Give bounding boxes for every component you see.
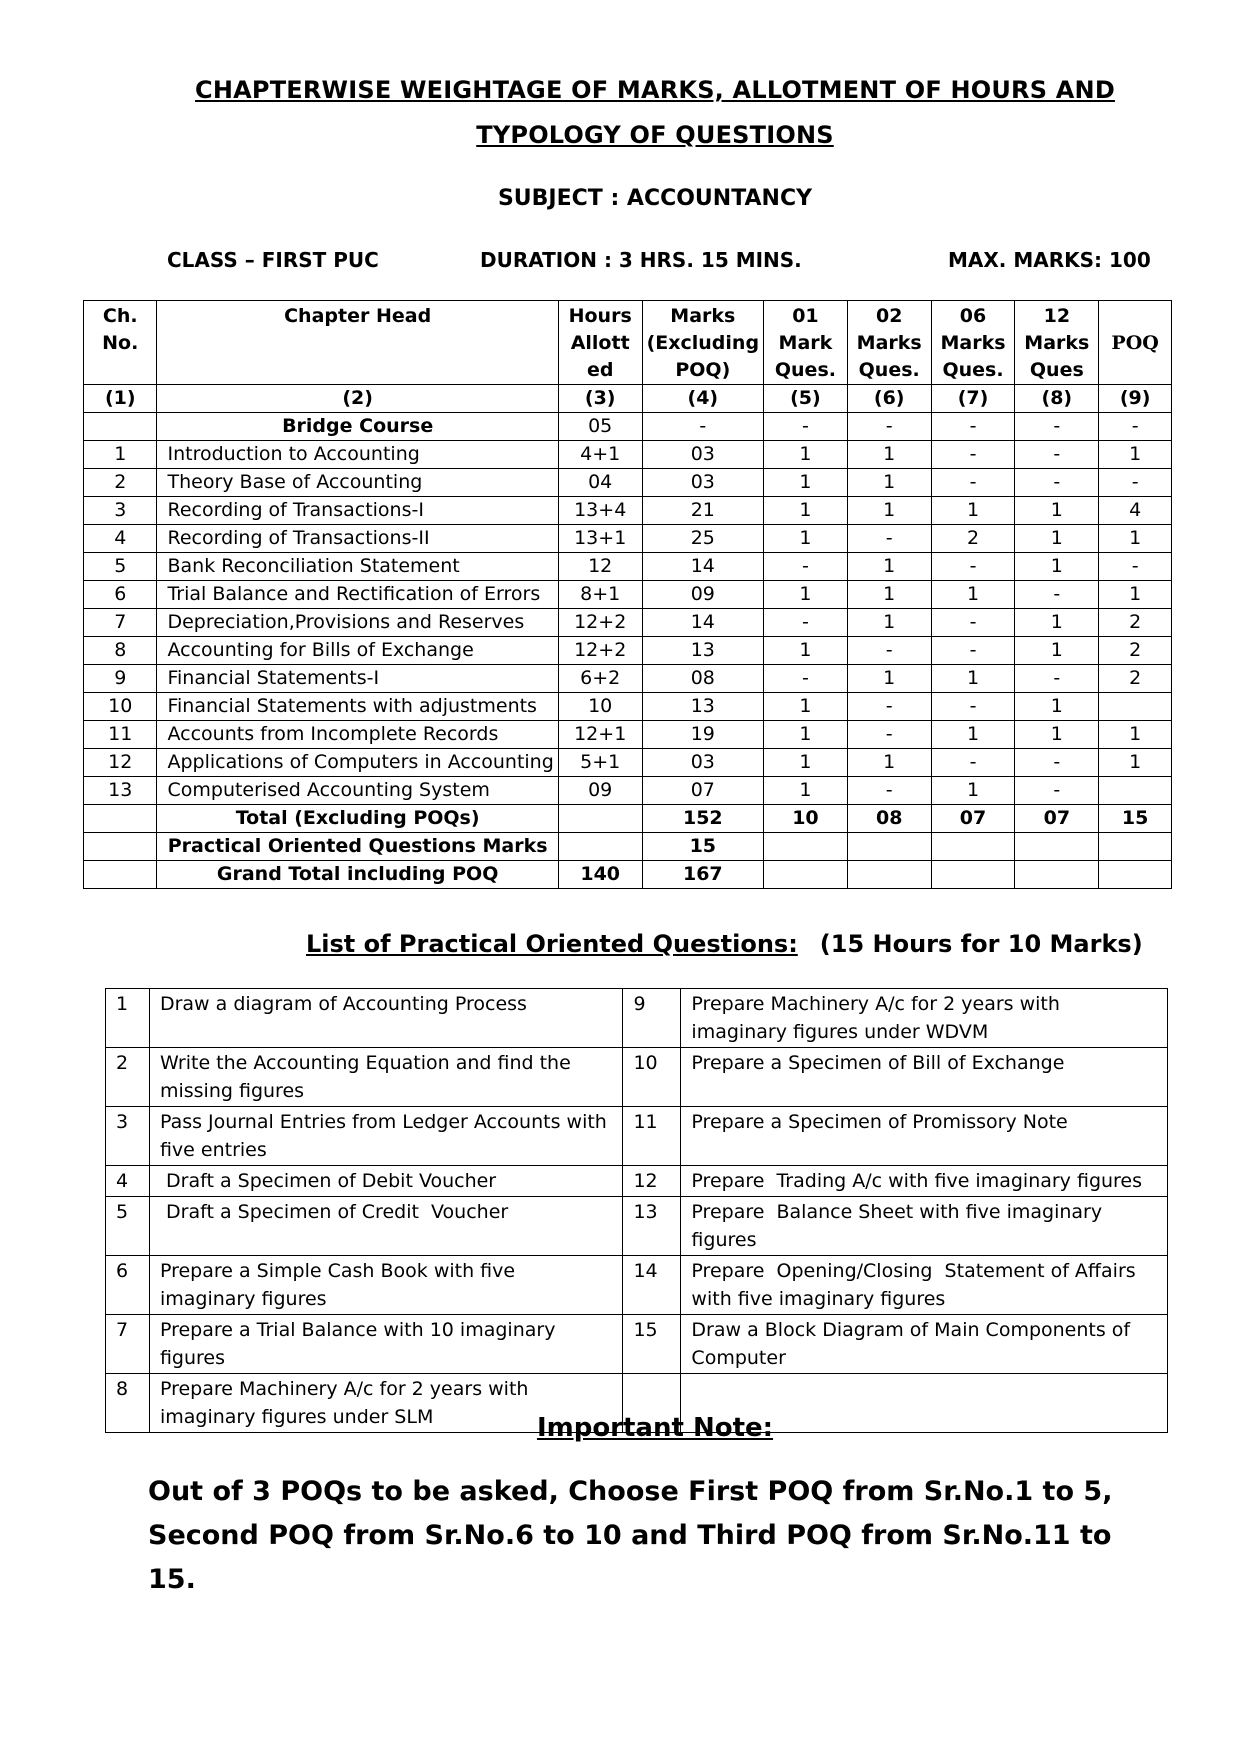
poq-text-right: Prepare a Specimen of Promissory Note <box>681 1107 1168 1166</box>
weightage-header-row <box>84 301 1172 385</box>
value-cell-q1: 1 <box>764 637 848 665</box>
value-cell-q1: 1 <box>764 497 848 525</box>
poq-text-left: Prepare a Trial Balance with 10 imaginary figures <box>149 1315 622 1374</box>
value-cell-q6: 1 <box>931 777 1015 805</box>
poq-text-right: Prepare Opening/Closing Statement of Affairs with five imaginary figures <box>681 1256 1168 1315</box>
chapter-head-cell: Computerised Accounting System <box>157 777 558 805</box>
value-cell-q2: - <box>847 777 931 805</box>
value-cell-marks: - <box>642 413 763 441</box>
poq-text-right: Prepare Balance Sheet with five imaginary figures <box>681 1197 1168 1256</box>
weightage-header-cell <box>931 301 1015 385</box>
value-cell-q12: 1 <box>1015 693 1099 721</box>
weightage-header-cell <box>847 301 931 385</box>
value-cell-poq: 2 <box>1099 609 1172 637</box>
table-row <box>84 777 1172 805</box>
total-value-cell-hours <box>558 833 642 861</box>
table-row <box>84 497 1172 525</box>
poq-number-left: 4 <box>106 1166 150 1197</box>
column-number-cell: (6) <box>847 385 931 413</box>
total-value-cell-q6 <box>931 833 1015 861</box>
chapter-number-cell: 11 <box>84 721 157 749</box>
value-cell-marks: 13 <box>642 693 763 721</box>
poq-text-left: Prepare Machinery A/c for 2 years with imaginary figures under SLM <box>149 1374 622 1433</box>
value-cell-hours: 12+2 <box>558 609 642 637</box>
chapter-head-cell: Depreciation,Provisions and Reserves <box>157 609 558 637</box>
value-cell-q12: 1 <box>1015 721 1099 749</box>
chapter-number-cell <box>84 413 157 441</box>
chapter-number-cell: 5 <box>84 553 157 581</box>
value-cell-q6: - <box>931 637 1015 665</box>
poq-number-left: 6 <box>106 1256 150 1315</box>
value-cell-marks: 03 <box>642 749 763 777</box>
value-cell-q12: - <box>1015 413 1099 441</box>
total-value-cell-q6 <box>931 861 1015 889</box>
chapter-number-cell: 12 <box>84 749 157 777</box>
value-cell-marks: 07 <box>642 777 763 805</box>
value-cell-q1: 1 <box>764 721 848 749</box>
value-cell-q6: - <box>931 749 1015 777</box>
header-text: POQ <box>1111 332 1159 354</box>
total-value-cell-hours <box>558 805 642 833</box>
chapter-head-cell: Recording of Transactions-I <box>157 497 558 525</box>
poq-text-left: Draw a diagram of Accounting Process <box>149 989 622 1048</box>
duration-label: DURATION : 3 HRS. 15 MINS. <box>480 248 802 272</box>
table-row <box>84 721 1172 749</box>
header-text: 06 <box>959 305 987 327</box>
poq-text-right: Prepare a Specimen of Bill of Exchange <box>681 1048 1168 1107</box>
value-cell-marks: 21 <box>642 497 763 525</box>
value-cell-poq: - <box>1099 413 1172 441</box>
header-text: ed <box>586 359 614 381</box>
weightage-header-cell <box>84 301 157 385</box>
poq-number-right: 10 <box>623 1048 681 1107</box>
page-title-line-2: TYPOLOGY OF QUESTIONS <box>476 121 834 149</box>
value-cell-q12: - <box>1015 581 1099 609</box>
value-cell-hours: 6+2 <box>558 665 642 693</box>
chapter-head-cell: Financial Statements-I <box>157 665 558 693</box>
table-row <box>84 413 1172 441</box>
value-cell-q2: - <box>847 525 931 553</box>
value-cell-q6: 1 <box>931 497 1015 525</box>
chapter-head-cell: Theory Base of Accounting <box>157 469 558 497</box>
value-cell-q6: - <box>931 413 1015 441</box>
column-number-cell: (2) <box>157 385 558 413</box>
weightage-header-cell <box>558 301 642 385</box>
poq-text-left: Write the Accounting Equation and find the missing figures <box>149 1048 622 1107</box>
note-body: Out of 3 POQs to be asked, Choose First POQ from Sr.No.1 to 5, Second POQ from Sr.No.6 to 10 and Third POQ from Sr.No.11 to 15. <box>148 1476 1113 1595</box>
column-number-cell: (4) <box>642 385 763 413</box>
poq-number-left: 1 <box>106 989 150 1048</box>
value-cell-hours: 10 <box>558 693 642 721</box>
poq-number-right: 15 <box>623 1315 681 1374</box>
total-label-cell: Practical Oriented Questions Marks <box>157 833 558 861</box>
header-text: 12 <box>1043 305 1071 327</box>
total-value-cell-q12: 07 <box>1015 805 1099 833</box>
value-cell-q2: - <box>847 721 931 749</box>
page-title-line-1: CHAPTERWISE WEIGHTAGE OF MARKS, ALLOTMENT OF HOURS AND <box>195 76 1115 104</box>
poq-row <box>106 1166 1168 1197</box>
value-cell-marks: 09 <box>642 581 763 609</box>
value-cell-q6: 1 <box>931 581 1015 609</box>
poq-list-body <box>106 989 1168 1433</box>
header-text: 02 <box>875 305 903 327</box>
total-value-cell-q1: 10 <box>764 805 848 833</box>
poq-row <box>106 1107 1168 1166</box>
chapter-number-cell: 8 <box>84 637 157 665</box>
weightage-body <box>84 385 1172 889</box>
column-number-cell: (1) <box>84 385 157 413</box>
poq-number-left: 5 <box>106 1197 150 1256</box>
column-number-cell: (3) <box>558 385 642 413</box>
value-cell-hours: 4+1 <box>558 441 642 469</box>
value-cell-poq: 1 <box>1099 749 1172 777</box>
value-cell-q1: - <box>764 413 848 441</box>
value-cell-q12: 1 <box>1015 553 1099 581</box>
header-text: No. <box>102 332 139 354</box>
total-value-cell-q12 <box>1015 833 1099 861</box>
value-cell-q2: 1 <box>847 553 931 581</box>
value-cell-marks: 13 <box>642 637 763 665</box>
poq-text-right: Prepare Trading A/c with five imaginary figures <box>681 1166 1168 1197</box>
value-cell-q2: 1 <box>847 469 931 497</box>
value-cell-marks: 19 <box>642 721 763 749</box>
poq-number-right: 12 <box>623 1166 681 1197</box>
weightage-table <box>83 300 1172 889</box>
header-text: Allott <box>570 332 630 354</box>
poq-number-right: 13 <box>623 1197 681 1256</box>
column-number-row <box>84 385 1172 413</box>
value-cell-q12: - <box>1015 441 1099 469</box>
value-cell-marks: 03 <box>642 469 763 497</box>
table-row <box>84 665 1172 693</box>
value-cell-q6: - <box>931 469 1015 497</box>
value-cell-q1: - <box>764 665 848 693</box>
value-cell-poq <box>1099 693 1172 721</box>
chapter-head-cell: Bank Reconciliation Statement <box>157 553 558 581</box>
total-value-cell-poq <box>1099 833 1172 861</box>
total-label-cell: Grand Total including POQ <box>157 861 558 889</box>
value-cell-hours: 12+2 <box>558 637 642 665</box>
value-cell-q2: - <box>847 693 931 721</box>
note-heading: Important Note: <box>536 1413 774 1443</box>
value-cell-q6: - <box>931 693 1015 721</box>
poq-text-right: Draw a Block Diagram of Main Components of Computer <box>681 1315 1168 1374</box>
empty-cell <box>84 805 157 833</box>
table-row <box>84 525 1172 553</box>
header-text: Marks <box>1024 332 1090 354</box>
value-cell-q2: - <box>847 637 931 665</box>
header-text: Ques. <box>942 359 1004 381</box>
poq-text-left: Draft a Specimen of Credit Voucher <box>149 1197 622 1256</box>
header-text: Marks <box>940 332 1006 354</box>
value-cell-q6: 1 <box>931 721 1015 749</box>
class-label: CLASS – FIRST PUC <box>167 248 379 272</box>
chapter-number-cell: 2 <box>84 469 157 497</box>
header-text: Marks <box>856 332 922 354</box>
value-cell-poq: - <box>1099 469 1172 497</box>
value-cell-q2: 1 <box>847 749 931 777</box>
empty-cell <box>84 833 157 861</box>
poq-row <box>106 1315 1168 1374</box>
table-row <box>84 749 1172 777</box>
chapter-head-cell: Accounting for Bills of Exchange <box>157 637 558 665</box>
value-cell-q1: 1 <box>764 693 848 721</box>
poq-row <box>106 1256 1168 1315</box>
value-cell-q2: - <box>847 413 931 441</box>
value-cell-q12: - <box>1015 749 1099 777</box>
total-row <box>84 861 1172 889</box>
header-text: Ch. <box>102 305 138 327</box>
value-cell-hours: 13+1 <box>558 525 642 553</box>
chapter-head-cell: Trial Balance and Rectification of Errors <box>157 581 558 609</box>
chapter-number-cell: 13 <box>84 777 157 805</box>
poq-number-left: 3 <box>106 1107 150 1166</box>
poq-row <box>106 989 1168 1048</box>
value-cell-marks: 03 <box>642 441 763 469</box>
chapter-head-cell: Applications of Computers in Accounting <box>157 749 558 777</box>
total-label-cell: Total (Excluding POQs) <box>157 805 558 833</box>
column-number-cell: (8) <box>1015 385 1099 413</box>
header-text: Marks <box>670 305 736 327</box>
total-value-cell-hours: 140 <box>558 861 642 889</box>
poq-number-left: 7 <box>106 1315 150 1374</box>
total-row <box>84 833 1172 861</box>
value-cell-q1: 1 <box>764 581 848 609</box>
header-text: Hours <box>568 305 632 327</box>
header-text: Ques <box>1029 359 1084 381</box>
value-cell-q6: - <box>931 441 1015 469</box>
total-value-cell-q1 <box>764 833 848 861</box>
value-cell-poq: 1 <box>1099 441 1172 469</box>
value-cell-hours: 09 <box>558 777 642 805</box>
subject-heading: SUBJECT : ACCOUNTANCY <box>497 186 813 211</box>
value-cell-marks: 25 <box>642 525 763 553</box>
total-value-cell-marks: 152 <box>642 805 763 833</box>
value-cell-hours: 5+1 <box>558 749 642 777</box>
value-cell-poq: 1 <box>1099 525 1172 553</box>
value-cell-q2: 1 <box>847 441 931 469</box>
chapter-number-cell: 4 <box>84 525 157 553</box>
value-cell-q1: - <box>764 553 848 581</box>
chapter-number-cell: 3 <box>84 497 157 525</box>
value-cell-q6: 2 <box>931 525 1015 553</box>
value-cell-q12: 1 <box>1015 525 1099 553</box>
value-cell-q12: 1 <box>1015 497 1099 525</box>
total-value-cell-q2: 08 <box>847 805 931 833</box>
max-marks-label: MAX. MARKS: 100 <box>948 248 1151 272</box>
value-cell-hours: 8+1 <box>558 581 642 609</box>
value-cell-q1: - <box>764 609 848 637</box>
value-cell-q6: - <box>931 609 1015 637</box>
total-value-cell-q12 <box>1015 861 1099 889</box>
poq-text-left: Prepare a Simple Cash Book with five imaginary figures <box>149 1256 622 1315</box>
weightage-header-cell <box>1015 301 1099 385</box>
chapter-number-cell: 9 <box>84 665 157 693</box>
value-cell-poq: 1 <box>1099 581 1172 609</box>
total-value-cell-marks: 15 <box>642 833 763 861</box>
value-cell-q6: - <box>931 553 1015 581</box>
value-cell-poq: 1 <box>1099 721 1172 749</box>
poq-number-left: 2 <box>106 1048 150 1107</box>
header-text: Mark <box>778 332 833 354</box>
value-cell-poq: 2 <box>1099 665 1172 693</box>
chapter-number-cell: 10 <box>84 693 157 721</box>
poq-hours-note: (15 Hours for 10 Marks) <box>819 930 1143 958</box>
total-row <box>84 805 1172 833</box>
column-number-cell: (9) <box>1099 385 1172 413</box>
value-cell-q1: 1 <box>764 777 848 805</box>
total-value-cell-q2 <box>847 833 931 861</box>
table-row <box>84 469 1172 497</box>
header-text: 01 <box>792 305 819 327</box>
value-cell-hours: 04 <box>558 469 642 497</box>
table-row <box>84 441 1172 469</box>
poq-text-left: Pass Journal Entries from Ledger Accounts with five entries <box>149 1107 622 1166</box>
value-cell-hours: 05 <box>558 413 642 441</box>
value-cell-q6: 1 <box>931 665 1015 693</box>
value-cell-q2: 1 <box>847 497 931 525</box>
poq-text-left: Draft a Specimen of Debit Voucher <box>149 1166 622 1197</box>
total-value-cell-poq: 15 <box>1099 805 1172 833</box>
value-cell-q12: - <box>1015 665 1099 693</box>
value-cell-poq: 4 <box>1099 497 1172 525</box>
poq-row <box>106 1197 1168 1256</box>
poq-number-right: 11 <box>623 1107 681 1166</box>
weightage-header-cell <box>157 301 558 385</box>
header-text: Chapter Head <box>284 305 432 327</box>
value-cell-q12: - <box>1015 469 1099 497</box>
table-row <box>84 609 1172 637</box>
poq-text-right: Prepare Machinery A/c for 2 years with imaginary figures under WDVM <box>681 989 1168 1048</box>
weightage-header-cell <box>642 301 763 385</box>
table-row <box>84 581 1172 609</box>
total-value-cell-q6: 07 <box>931 805 1015 833</box>
value-cell-q2: 1 <box>847 665 931 693</box>
header-text: POQ) <box>675 359 731 381</box>
value-cell-q1: 1 <box>764 441 848 469</box>
value-cell-hours: 13+4 <box>558 497 642 525</box>
total-value-cell-poq <box>1099 861 1172 889</box>
total-value-cell-q2 <box>847 861 931 889</box>
chapter-head-cell: Bridge Course <box>157 413 558 441</box>
value-cell-marks: 14 <box>642 553 763 581</box>
value-cell-q1: 1 <box>764 749 848 777</box>
column-number-cell: (5) <box>764 385 848 413</box>
value-cell-poq: 2 <box>1099 637 1172 665</box>
value-cell-q2: 1 <box>847 609 931 637</box>
weightage-header-cell <box>764 301 848 385</box>
value-cell-poq <box>1099 777 1172 805</box>
value-cell-hours: 12+1 <box>558 721 642 749</box>
chapter-head-cell: Financial Statements with adjustments <box>157 693 558 721</box>
header-text: (Excluding <box>646 332 760 354</box>
column-number-cell: (7) <box>931 385 1015 413</box>
value-cell-q12: 1 <box>1015 637 1099 665</box>
poq-number-right: 9 <box>623 989 681 1048</box>
value-cell-q1: 1 <box>764 525 848 553</box>
value-cell-poq: - <box>1099 553 1172 581</box>
value-cell-marks: 08 <box>642 665 763 693</box>
total-value-cell-marks: 167 <box>642 861 763 889</box>
poq-list-table <box>105 988 1168 1433</box>
chapter-number-cell: 1 <box>84 441 157 469</box>
poq-list-heading-row <box>306 930 1143 958</box>
table-row <box>84 693 1172 721</box>
value-cell-q12: - <box>1015 777 1099 805</box>
chapter-head-cell: Accounts from Incomplete Records <box>157 721 558 749</box>
value-cell-q2: 1 <box>847 581 931 609</box>
value-cell-q12: 1 <box>1015 609 1099 637</box>
chapter-number-cell: 6 <box>84 581 157 609</box>
poq-list-heading: List of Practical Oriented Questions: <box>306 930 798 958</box>
poq-row <box>106 1048 1168 1107</box>
header-text: Ques. <box>858 359 920 381</box>
table-row <box>84 553 1172 581</box>
poq-number-left: 8 <box>106 1374 150 1433</box>
header-text: Ques. <box>774 359 836 381</box>
chapter-number-cell: 7 <box>84 609 157 637</box>
value-cell-marks: 14 <box>642 609 763 637</box>
chapter-head-cell: Recording of Transactions-II <box>157 525 558 553</box>
empty-cell <box>84 861 157 889</box>
value-cell-q1: 1 <box>764 469 848 497</box>
poq-number-right: 14 <box>623 1256 681 1315</box>
total-value-cell-q1 <box>764 861 848 889</box>
table-row <box>84 637 1172 665</box>
chapter-head-cell: Introduction to Accounting <box>157 441 558 469</box>
value-cell-hours: 12 <box>558 553 642 581</box>
weightage-header-cell <box>1099 301 1172 385</box>
